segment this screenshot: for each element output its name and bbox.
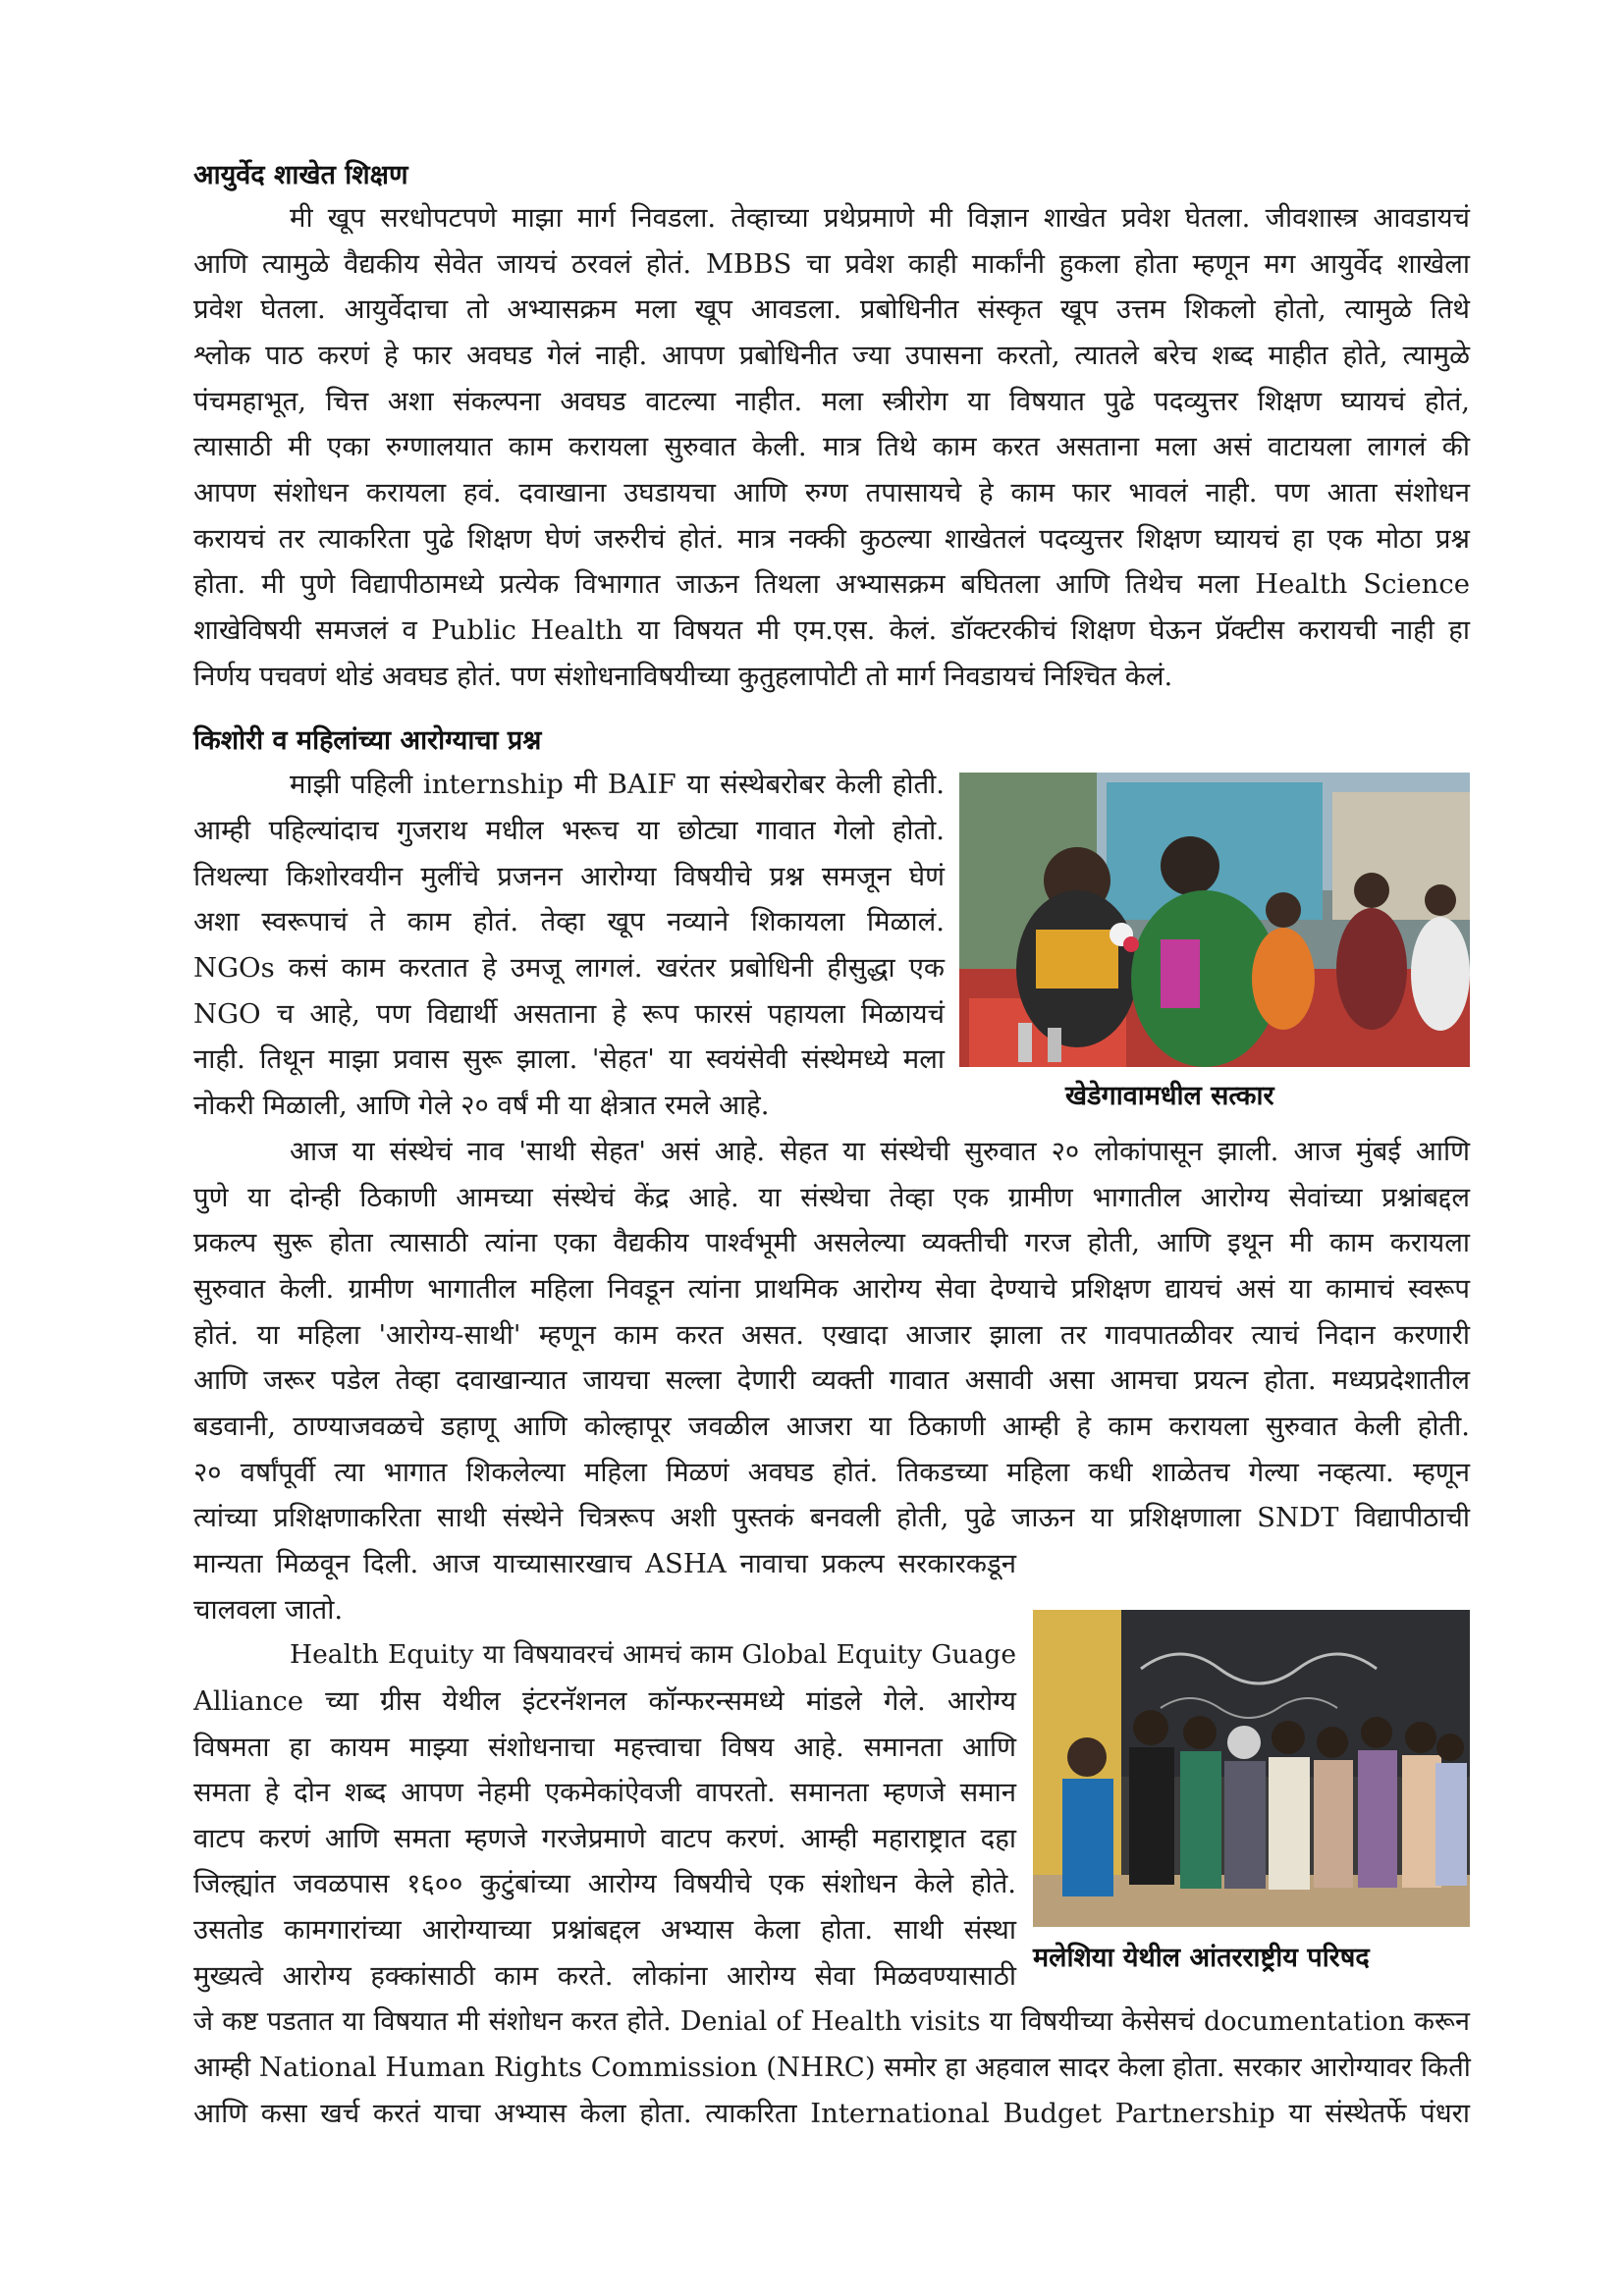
paragraph-line: त्यांच्या प्रशिक्षणाकरिता साथी संस्थेने चित्ररूप अशी पुस्तकं बनवली होती, पुढे जाऊन या प्रशिक्षणाला SNDT विद्यापीठाची	[193, 1502, 1470, 1533]
paragraph-line: आणि त्यामुळे वैद्यकीय सेवेत जायचं ठरवलं होतं. MBBS चा प्रवेश काही मार्कांनी हुकला होता म्हणून मग आयुर्वेद शाखेला	[193, 248, 1470, 280]
paragraph-line: आम्ही National Human Rights Commission (NHRC) समोर हा अहवाल सादर केला होता. सरकार आरोग्यावर किती	[193, 2052, 1471, 2083]
paragraph-line: श्लोक पाठ करणं हे फार अवघड गेलं नाही. आपण प्रबोधिनीत ज्या उपासना करतो, त्यातले बरेच शब्द माहीत होते, त्यामुळे	[193, 340, 1470, 371]
paragraph-line: होता. मी पुणे विद्यापीठामध्ये प्रत्येक विभागात जाऊन तिथला अभ्यासक्रम बघितला आणि तिथेच मला Health Science	[193, 568, 1470, 600]
paragraph-line: विषमता हा कायम माझ्या संशोधनाचा महत्त्वाचा विषय आहे. समानता आणि	[193, 1732, 1016, 1763]
paragraph-line: Health Equity या विषयावरचं आमचं काम Global Equity Guage	[290, 1639, 1016, 1670]
paragraph-line: अशा स्वरूपाचं ते काम होतं. तेव्हा खूप नव्याने शिकायला मिळालं.	[193, 906, 945, 937]
paragraph-line: जे कष्ट पडतात या विषयात मी संशोधन करत होते. Denial of Health visits या विषयीच्या केसेसचं documentation करून	[193, 2006, 1470, 2037]
paragraph-line: तिथल्या किशोरवयीन मुलींचे प्रजनन आरोग्या विषयीचे प्रश्न समजून घेणं	[193, 861, 945, 892]
paragraph-line: आम्ही पहिल्यांदाच गुजराथ मधील भरूच या छोट्या गावात गेलो होतो.	[193, 815, 945, 846]
paragraph-line: पंचमहाभूत, चित्त अशा संकल्पना अवघड वाटल्या नाहीत. मला स्त्रीरोग या विषयात पुढे पदव्युत्तर शिक्षण घ्यायचं होतं,	[193, 386, 1470, 417]
figure-caption: मलेशिया येथील आंतरराष्ट्रीय परिषद	[1033, 1943, 1370, 1973]
paragraph-line: वाटप करणं आणि समता म्हणजे गरजेप्रमाणे वाटप करणं. आम्ही महाराष्ट्रात दहा	[193, 1823, 1016, 1854]
paragraph-line: २० वर्षांपूर्वी त्या भागात शिकलेल्या महिला मिळणं अवघड होतं. तिकडच्या महिला कधी शाळेतच गेल्या नव्हत्या. म्हणून	[193, 1457, 1470, 1488]
paragraph-line: जिल्ह्यांत जवळपास १६०० कुटुंबांच्या आरोग्य विषयीचे एक संशोधन केले होते.	[193, 1868, 1016, 1899]
paragraph-line: सुरुवात केली. ग्रामीण भागातील महिला निवडून त्यांना प्राथमिक आरोग्य सेवा देण्याचे प्रशिक्षण द्यायचं असं या कामाचं स्वरूप	[193, 1273, 1470, 1305]
paragraph-line: NGO च आहे, पण विद्यार्थी असताना हे रूप फारसं पहायला मिळायचं	[193, 998, 945, 1030]
paragraph-line: प्रवेश घेतला. आयुर्वेदाचा तो अभ्यासक्रम मला खूप आवडला. प्रबोधिनीत संस्कृत खूप उत्तम शिकलो होतो, त्यामुळे तिथे	[193, 294, 1470, 325]
village-felicitation-photo	[959, 773, 1470, 1067]
paragraph-line: NGOs कसं काम करतात हे उमजू लागलं. खरंतर प्रबोधिनी हीसुद्धा एक	[193, 952, 945, 984]
conference-group-photo	[1033, 1610, 1470, 1927]
paragraph-line: होतं. या महिला 'आरोग्य-साथी' म्हणून काम करत असत. एखादा आजार झाला तर गावपातळीवर त्याचं निदान करणारी	[193, 1319, 1470, 1351]
paragraph-line: माझी पहिली internship मी BAIF या संस्थेबरोबर केली होती.	[290, 769, 945, 800]
paragraph-line: पुणे या दोन्ही ठिकाणी आमच्या संस्थेचं केंद्र आहे. या संस्थेचा तेव्हा एक ग्रामीण भागातील आरोग्य सेवांच्या प्रश्नांबद्दल	[193, 1182, 1470, 1213]
section-heading-women-health: किशोरी व महिलांच्या आरोग्याचा प्रश्न	[193, 725, 542, 756]
paragraph-line: मुख्यत्वे आरोग्य हक्कांसाठी काम करते. लोकांना आरोग्य सेवा मिळवण्यासाठी	[193, 1960, 1016, 1992]
paragraph-line: समता हे दोन शब्द आपण नेहमी एकमेकांऐवजी वापरतो. समानता म्हणजे समान	[193, 1777, 1016, 1808]
paragraph-line: बडवानी, ठाण्याजवळचे डहाणू आणि कोल्हापूर जवळील आजरा या ठिकाणी आम्ही हे काम करायला सुरुवात केली होती.	[193, 1411, 1470, 1442]
paragraph-line: आणि कसा खर्च करतं याचा अभ्यास केला होता. त्याकरिता International Budget Partnership या संस्थेतर्फे पंधरा	[193, 2098, 1470, 2129]
figure-caption: खेडेगावामधील सत्कार	[1065, 1081, 1274, 1111]
paragraph-line: मी खूप सरधोपटपणे माझा मार्ग निवडला. तेव्हाच्या प्रथेप्रमाणे मी विज्ञान शाखेत प्रवेश घेतला. जीवशास्त्र आवडायचं	[290, 202, 1470, 234]
paragraph-line: शाखेविषयी समजलं व Public Health या विषयत मी एम.एस. केलं. डॉक्टरकीचं शिक्षण घेऊन प्रॅक्टीस करायची नाही हा	[193, 614, 1470, 646]
paragraph-line: उसतोड कामगारांच्या आरोग्याच्या प्रश्नांबद्दल अभ्यास केला होता. साथी संस्था	[193, 1914, 1016, 1946]
paragraph-line: त्यासाठी मी एका रुग्णालयात काम करायला सुरुवात केली. मात्र तिथे काम करत असताना मला असं वाटायला लागलं की	[193, 431, 1470, 462]
paragraph-line: निर्णय पचवणं थोडं अवघड होतं. पण संशोधनाविषयीच्या कुतुहलापोटी तो मार्ग निवडायचं निश्चित केलं.	[193, 661, 1173, 692]
paragraph-line: प्रकल्प सुरू होता त्यासाठी त्यांना एका वैद्यकीय पार्श्वभूमी असलेल्या व्यक्तीची गरज होती, आणि इथून मी काम करायला	[193, 1227, 1470, 1258]
paragraph-line: नाही. तिथून माझा प्रवास सुरू झाला. 'सेहत' या स्वयंसेवी संस्थेमध्ये मला	[193, 1043, 945, 1075]
paragraph-line: आणि जरूर पडेल तेव्हा दवाखान्यात जायचा सल्ला देणारी व्यक्ती गावात असावी असा आमचा प्रयत्न होता. मध्यप्रदेशातील	[193, 1364, 1470, 1396]
paragraph-line: चालवला जातो.	[193, 1594, 344, 1626]
paragraph-line: Alliance च्या ग्रीस येथील इंटरनॅशनल कॉन्फरन्समध्ये मांडले गेले. आरोग्य	[193, 1685, 1016, 1717]
paragraph-line: आपण संशोधन करायला हवं. दवाखाना उघडायचा आणि रुग्ण तपासायचे हे काम फार भावलं नाही. पण आता संशोधन	[193, 477, 1470, 508]
section-heading-ayurveda: आयुर्वेद शाखेत शिक्षण	[193, 160, 408, 190]
paragraph-line: मान्यता मिळवून दिली. आज याच्यासारखाच ASHA नावाचा प्रकल्प सरकारकडून	[193, 1548, 1016, 1579]
paragraph-line: नोकरी मिळाली, आणि गेले २० वर्षं मी या क्षेत्रात रमले आहे.	[193, 1090, 770, 1121]
paragraph-line: आज या संस्थेचं नाव 'साथी सेहत' असं आहे. सेहत या संस्थेची सुरुवात २० लोकांपासून झाली. आज मुंबई आणि	[290, 1136, 1470, 1167]
paragraph-line: करायचं तर त्याकरिता पुढे शिक्षण घेणं जरुरीचं होतं. मात्र नक्की कुठल्या शाखेतलं पदव्युत्तर शिक्षण घ्यायचं हा एक मोठा प्रश्न	[193, 523, 1470, 555]
